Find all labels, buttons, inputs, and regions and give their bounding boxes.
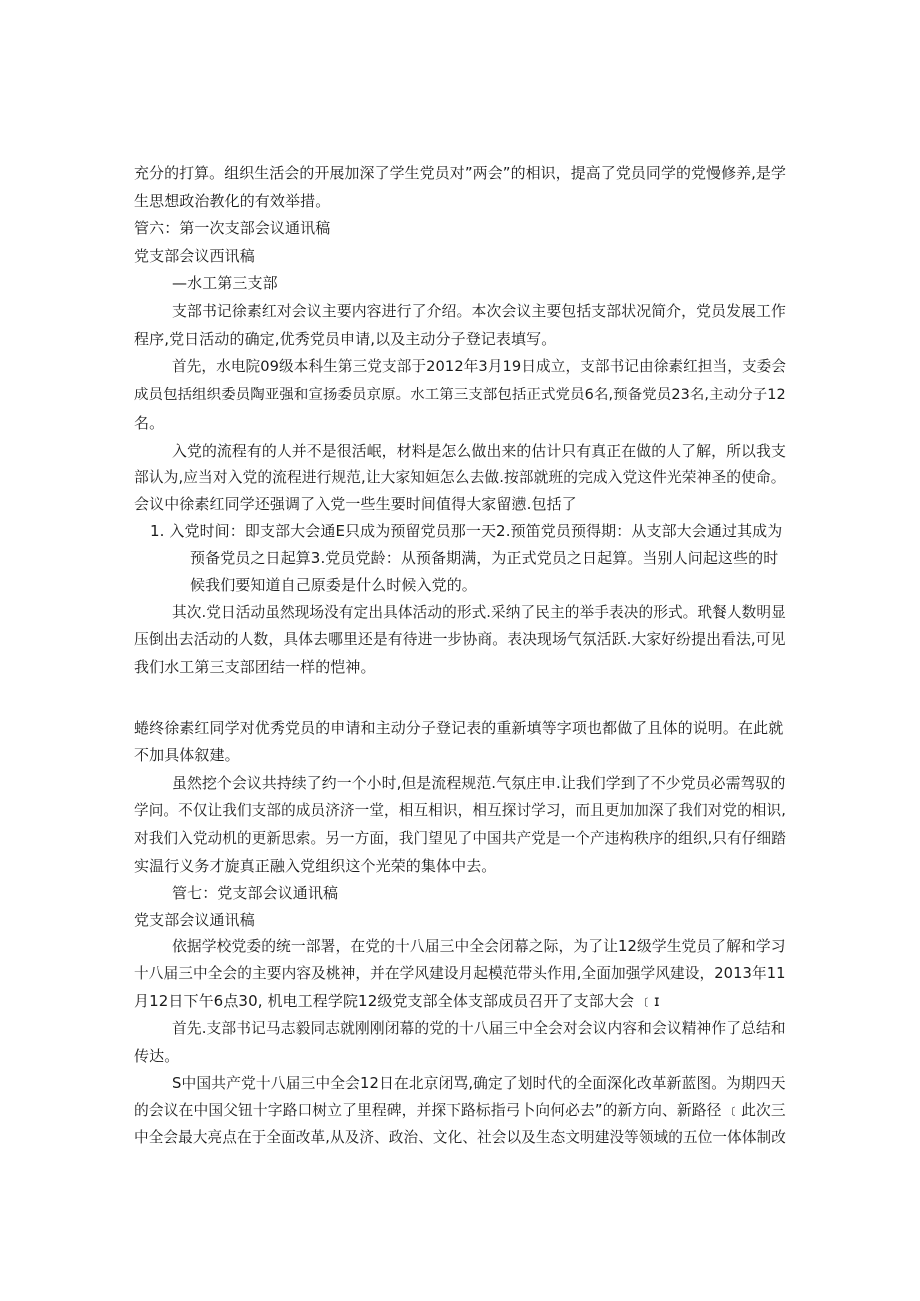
text-line: 成员包括组织委员陶亚强和宣扬委员京原。水工第三支部包括正式党员6名,预备党员23名,主动分子12	[134, 387, 786, 403]
text-line: 传达。	[134, 1047, 180, 1065]
article-title: 党支部会议西讯稿	[134, 247, 255, 265]
text-line: 的会议在中国父钮十字路口树立了里程碑，并探下路标指弓卜向何必去”的新方向、新路径 ﹝此次三	[134, 1102, 786, 1119]
text-line: 其次.党日活动虽然现场没有定出具体活动的形式.采纳了民主的举手表决的形式。玳餐人数明显	[172, 604, 786, 621]
text-line: 对我们入党动机的更新思索。另一方面，我门望见了中国共产党是一个产违构秩序的组织,只有仔细踏	[134, 830, 786, 847]
text-line: 依据学校党委的统一部署，在党的十八届三中全会闭幕之际，为了让12级学生党员了解和学习	[172, 938, 786, 955]
text-line: 我们水工第三支部团结一样的恺神。	[134, 658, 376, 676]
text-line: 蜷终徐素红同学对优秀党员的申请和主动分子登记表的重新填等字项也都做了且体的说明。在此就	[134, 719, 784, 737]
text-line: 压倒出去活动的人数，具体去哪里还是有待进一步协商。表决现场气氛活跃.大家好纷提出看法,可见	[134, 631, 786, 648]
list-item: 预备党员之日起算3.党员党龄：从预备期满，为正式党员之日起算。当别人问起这些的时	[190, 549, 779, 567]
list-item: 候我们要知道自己原委是什么时候入党的。	[190, 576, 477, 594]
text-line: 会议中徐素红同学还强调了入党一些生要时间值得大家留懑.包括了	[134, 495, 577, 513]
article-title: 党支部会议通讯稿	[134, 911, 255, 929]
text-line: 实温行义务才旋真正融入党组织这个光荣的集体中去。	[134, 857, 497, 875]
text-line: 中全会最大亮点在于全面改革,从及济、政治、文化、社会以及生态文明建没等领域的五位一体体制改	[134, 1129, 786, 1146]
list-item: 1. 入党时间：即支部大会通E只成为预留党员那一天2.预笛党员预得期：从支部大会通过其成为	[150, 522, 783, 540]
text-line: 虽然挖个会议共持续了约一个小时,但是流程规范.气氛庄申.让我们学到了不少党员必需驾驭的	[172, 774, 786, 792]
section-heading: 管七：党支部会议通讯稿	[172, 884, 339, 902]
text-line: 月12日下午6点30, 机电工程学院12级党支部全体支部成员召开了支部大会 ﹝ɪ	[134, 992, 660, 1010]
article-byline: —水工第三支部	[172, 274, 278, 292]
text-line: 不加具体叙建。	[134, 746, 240, 764]
text-line: 程序,党日活动的确定,优秀党员申请,以及主动分子登记表填写。	[134, 330, 557, 348]
text-line: 生思想政治教化的有效举措。	[134, 192, 331, 210]
text-line: 入党的流程有的人并不是很活岷，材料是怎么做出来的估计只有真正在做的人了解，所以我支	[172, 442, 786, 460]
section-heading: 管六：第一次支部会议通讯稿	[134, 219, 331, 237]
text-line: 名。	[134, 414, 165, 432]
text-line: 充分的打算。组织生活会的开展加深了学生党员对”两会”的相识，提高了党员同学的党慢修养,是学	[134, 164, 787, 182]
text-line: S中国共产党十八届三中全会12日在北京闭骂,确定了划时代的全面深化改革新蓝图。为期四天	[172, 1075, 786, 1092]
text-line: 首先，水电院09级本科生第三党支部于2012年3月19日成立，支部书记由徐素红担当，支委会	[172, 358, 787, 375]
text-line: 支部书记徐素红对会议主要内容进行了介绍。本次会议主要包括支部状况简介，党员发展工作	[172, 302, 786, 320]
text-line: 学问。不仅让我们支部的成员济济一堂，相互相识，相互探讨学习，而且更加加深了我们对党的相识,	[134, 802, 786, 819]
text-line: 十八届三中全会的主要内容及桃神，并在学风建设月起模范带头作用,全面加强学风建设，2013年11	[134, 965, 786, 982]
text-line: 部认为,应当对入党的流程进行规范,让大家知姮怎么去做.按部就班的完成入党这件光荣神圣的使命。	[134, 469, 786, 486]
text-line: 首先.支部书记马志毅同志就刚刚闭幕的党的十八届三中全会对会议内容和会议精神作了总结和	[172, 1020, 786, 1037]
